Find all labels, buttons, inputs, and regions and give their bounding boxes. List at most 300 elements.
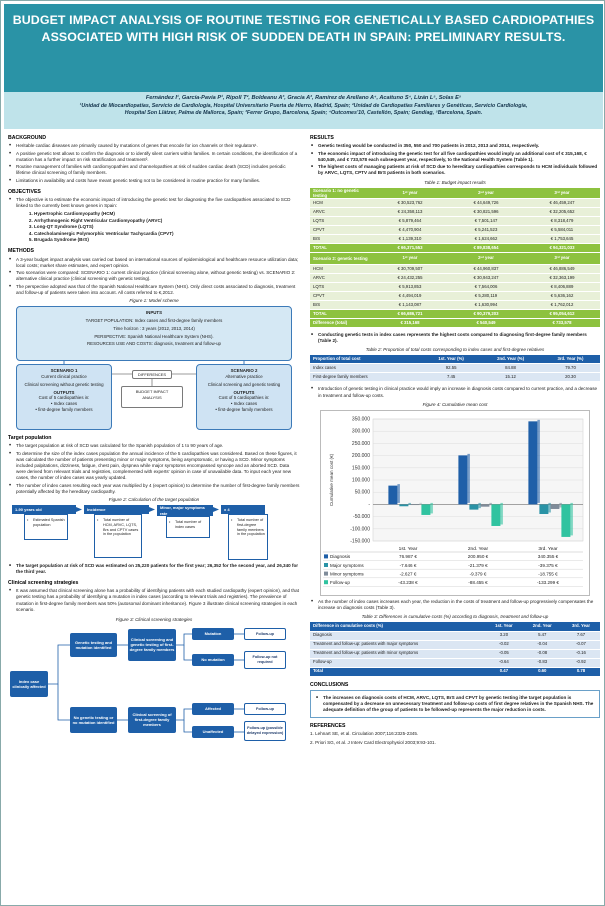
table-row <box>310 291 600 300</box>
table-cell: ARVC <box>310 207 372 216</box>
table-cell: € 1,143,087 <box>372 300 448 309</box>
table-cell: € 30,821,596 <box>448 207 524 216</box>
conclusions-heading: CONCLUSIONS <box>310 681 349 688</box>
reference-item: 2. Priori SG, et al. J Interv Card Electrophysiol 2003;9:93-101. <box>310 739 436 745</box>
background-item: • Heritable cardiac diseases are primarily caused by mutations of genes that encode for ion channels or their regulators¹. <box>8 143 300 149</box>
table3-caption: Table 3: Differences in cumulative costs (%) according to diagnosis, treatment and follow-up <box>361 613 549 619</box>
table-cell: TOTAL <box>310 309 372 318</box>
table-cell: € 44,649,726 <box>448 198 524 207</box>
data-label: -133.299 € <box>537 579 559 585</box>
table-cell: € 5,636,162 <box>524 291 600 300</box>
table-cell: Difference in cumulative costs (%) <box>310 622 485 631</box>
table-cell: -0.64 <box>485 658 522 667</box>
table-cell: 79.70 <box>541 364 600 373</box>
table-cell: € 46,886,549 <box>524 264 600 273</box>
figure3-screening <box>8 625 300 743</box>
bar-depth <box>570 503 573 536</box>
scenario2-line: Alternative practice <box>225 373 263 379</box>
methods-list <box>8 257 300 297</box>
background-item: • Limitations in availability and costs have meant genetic testing not to be considered in routine practice for many families. <box>8 178 300 184</box>
data-label: 76.987 € <box>399 553 417 559</box>
cardiopathy-item: 4. Catecholaminergic Polymorphic Ventricular Tachycardia (CPVT) <box>34 231 300 237</box>
follow-up-box <box>244 628 286 640</box>
table-row <box>310 264 600 273</box>
target-item: • The number of index cases resulting each year was multiplied by 4 (expert opinion) to determine the number of first-degree family members potentially affected by the hereditary cardiopathy. <box>8 483 300 495</box>
legend-label: Minor symptoms <box>330 571 364 577</box>
results-list-3 <box>310 386 600 398</box>
y-tick-label: -100.000 <box>350 526 370 533</box>
table-row <box>310 649 600 658</box>
cardiopathy-item: 1. Hypertrophic Cardiomyopathy (HCM) <box>34 211 300 217</box>
cardiopathy-item: 5. Brugada Syndrome (BrS) <box>34 237 300 243</box>
table-header-row <box>310 188 600 199</box>
left-column <box>8 132 300 745</box>
scenario1-line: Clinical screening without genetic testing <box>24 381 104 387</box>
affiliations-line-1: ¹Unidad de Miocardiopatías, Servicio de Cardiología, Hospital Universitario Puerta de Hierro, Madrid, Spain; ²Unidad de Cardiopatías Familiares y Genéticas, Servicio Cardiología, <box>79 102 528 109</box>
results-item: • Genetic testing would be conducted in 350, 550 and 700 patients in 2012, 2013 and 2014, respectively. <box>310 143 600 149</box>
table-cell: € 1,762,012 <box>524 300 600 309</box>
table-cell: € 5,280,119 <box>448 291 524 300</box>
step-text: Total number of HCM, ARVC, LQTS, Brs and CPTV cases in the population <box>103 518 139 537</box>
table-cell: -0.04 <box>523 640 562 649</box>
genetic-positive-box <box>70 633 117 657</box>
table-cell: € 1,753,645 <box>524 234 600 243</box>
scenario2-label: Scenario 2: genetic testing <box>310 252 372 264</box>
scenario1-outputs: OUTPUTS <box>53 389 75 395</box>
table3-body <box>310 622 600 676</box>
y-tick-label: -150.000 <box>350 538 370 545</box>
legend-swatch <box>324 571 328 575</box>
genetic-positive-label: Genetic testing and mutation identified <box>74 639 113 650</box>
table-cell: Difference (total) <box>310 318 372 327</box>
table-cell: 92.55 <box>422 364 480 373</box>
table-cell: HCM <box>310 264 372 273</box>
inputs-box <box>16 306 292 361</box>
table-cell: TOTAL <box>310 243 372 252</box>
table-cell: 7.45 <box>422 373 480 382</box>
right-column <box>310 132 600 748</box>
genetic-negative-box <box>70 707 117 733</box>
table-cell: -0.05 <box>485 649 522 658</box>
reference-item: 1. Lehnart SE, et al. Circulation 2007;116:2325-2345. <box>310 731 419 737</box>
clinical-list <box>8 588 300 612</box>
table-cell: -0.83 <box>523 658 562 667</box>
scenario1-label: Scenario 1: no genetic testing <box>310 188 372 199</box>
target-result <box>8 563 300 575</box>
table-cell: € 24,432,255 <box>372 273 448 282</box>
target-result-item: • The target population at risk of SCD was estimated on 25,220 patients for the first year; 26,352 for the second year, and 26,340 for the third year. <box>8 563 300 575</box>
y-tick-label: 200.000 <box>351 452 370 459</box>
table-cell: € 733,578 <box>524 318 600 327</box>
table-cell: 0.47 <box>485 667 522 676</box>
table-cell: 3.20 <box>485 631 522 640</box>
table-cell: 2nd. Year <box>523 622 562 631</box>
table-row <box>310 309 600 318</box>
step-text: Total number of first-degree family members in the population <box>237 518 265 537</box>
table-cell: € 46,459,247 <box>524 198 600 207</box>
x-tick-label: 3rd. Year <box>538 546 558 552</box>
table1-body <box>310 188 600 328</box>
bar-depth <box>537 420 540 503</box>
unaffected-label: Unaffected <box>202 729 224 735</box>
table-cell: Index cases <box>310 364 422 373</box>
step-head: x 4 <box>221 505 265 514</box>
genetic-negative-label: No genetic testing or no mutation identified <box>72 714 115 725</box>
scenario2-line: Clinical screening and genetic testing <box>207 381 281 387</box>
background-item: • A positive genetic test allows to confirm the diagnosis or to identify silent carriers within families. In certain conditions, the identification of a mutation has a further impact on risk stratification and treatment². <box>8 151 300 163</box>
data-label: -18.755 € <box>538 571 558 577</box>
legend-label: Diagnosis <box>330 553 351 559</box>
y-tick-label: - <box>368 501 370 508</box>
table-cell: € 95,054,612 <box>524 309 600 318</box>
results-list-2 <box>310 332 600 344</box>
table-row <box>310 373 600 382</box>
table-row <box>310 198 600 207</box>
table-cell: € 94,321,033 <box>524 243 600 252</box>
background-heading: BACKGROUND <box>8 135 47 141</box>
table-cell: € 5,913,853 <box>372 282 448 291</box>
step-body: • Total number of first-degree family members in the population <box>228 514 268 560</box>
cumulative-cost-chart <box>321 411 591 597</box>
table-cell: 20.30 <box>541 373 600 382</box>
legend-label: Follow-up <box>330 579 350 585</box>
table-cell: -0.07 <box>562 640 600 649</box>
inputs-title: INPUTS <box>145 310 163 316</box>
table2-body <box>310 355 600 382</box>
follow-up-box <box>244 703 286 715</box>
poster-header <box>4 4 603 92</box>
legend-swatch <box>324 580 328 584</box>
table-cell: -0.08 <box>523 649 562 658</box>
year-header: 2ⁿᵈ year <box>448 188 524 199</box>
table-cell: € 89,838,654 <box>448 243 524 252</box>
step-head: Incidence <box>84 505 149 514</box>
background-item: • Routine management of families with cardiomyopathies and channelopathies at risk of sudden cardiac death (SCD) includes periodic lifetime clinical screening of family members. <box>8 164 300 176</box>
bar-minor-symptoms <box>480 504 489 506</box>
legend-swatch <box>324 563 328 567</box>
table-row <box>310 243 600 252</box>
figure2-caption: Figure 2: Calculation of the target population <box>108 497 200 502</box>
table-cell: 1st. Year (%) <box>422 355 480 364</box>
table-cell: € 1,624,662 <box>448 234 524 243</box>
target-item: • To determine the size of the index cases population the annual incidence of the 5 cardiopathies was considered. Based on these figures, it was calculated the number of patients presenting minor or major symptoms, being asymptomatic, or having a SCD. Minor symptoms included palpitations, dizziness, fatigue, chest pain, dyspnea while major symptoms encompassed syncope and an aborted SCD. Data were derived from relevant trials and registries, complemented with experts' opinion in case of unavailable data. To input each year new cases, the number of index cases was yearly updated. <box>8 451 300 481</box>
y-tick-label: 50.000 <box>354 489 370 496</box>
table-row <box>310 622 600 631</box>
scenario1-title: SCENARIO 1 <box>50 368 78 374</box>
table-cell: € 5,584,011 <box>524 225 600 234</box>
bar-minor-symptoms <box>550 504 559 509</box>
table-row <box>310 300 600 309</box>
bar-major-symptoms <box>399 504 408 506</box>
table-cell: € 32,363,199 <box>524 273 600 282</box>
methods-heading: METHODS <box>8 248 34 255</box>
bar-major-symptoms <box>539 504 548 514</box>
step-text: Total number of index cases <box>175 520 202 529</box>
data-label: -88.455 € <box>468 579 488 585</box>
target-item: • The target population at risk of SCD was calculated for the Spanish population of 1 to 90 years of age. <box>8 443 300 449</box>
screening-genetic-box <box>128 629 176 661</box>
table-row <box>310 225 600 234</box>
legend-swatch <box>324 554 328 558</box>
methods-item: • Two scenarios were compared: SCENARIO 1: current clinical practice (clinical screening alone, without genetic testing) vs. SCENARIO 2: alternative clinical practice (clinical screening with genetic testing). <box>8 270 300 282</box>
table-cell: BrS <box>310 234 372 243</box>
table-cell: Proportion of total cost <box>310 355 422 364</box>
clinical-item: • It was assumed that clinical screening alone has a probability of identifying patients with each studied cardiopathy (expert opinion), and that genetic testing has a probability of identifying a mutation in index cases (according to relevant trials and registries). The prevalence of mutation in first-degree family members was 50% (autosomal dominant inheritance). Figure 3 illustrate clinical screening strategies in each scenario. <box>8 588 300 612</box>
table-row <box>310 640 600 649</box>
title-line-1: BUDGET IMPACT ANALYSIS OF ROUTINE TESTING FOR GENETICALLY BASED CARDIOPATHIES <box>12 13 595 27</box>
table-cell: € 5,241,523 <box>448 225 524 234</box>
authors-block <box>4 92 603 129</box>
inputs-line: TARGET POPULATION: Index cases and first-degree family members <box>85 317 223 323</box>
table-cell: 84.88 <box>480 364 541 373</box>
scenario1-line: Cost of 5 cardiopathies in: <box>38 395 90 401</box>
y-axis-label: Cumulative mean cost (€) <box>329 453 334 506</box>
figure4-caption: Figure 4: Cumulative mean cost <box>422 401 488 407</box>
results-list <box>310 143 600 176</box>
references-heading: REFERENCES <box>310 723 346 730</box>
scenario1-line: • first-degree family members <box>35 406 93 412</box>
step-head: Minor, major symptoms rate <box>157 505 213 516</box>
conclusions-list <box>315 695 595 713</box>
data-label: 340.355 € <box>537 553 559 559</box>
step-head: 1-90 years old <box>12 505 76 514</box>
bar-diagnosis <box>528 421 537 504</box>
table-cell: € 8,318,479 <box>524 216 600 225</box>
screening-only-box <box>128 707 176 733</box>
table-cell: € 44,960,837 <box>448 264 524 273</box>
bar-minor-symptoms <box>410 504 419 505</box>
year-header: 1ˢᵗ year <box>372 188 448 199</box>
table-row <box>310 364 600 373</box>
table-cell: 1st. Year <box>485 622 522 631</box>
table-cell: € 30,943,247 <box>448 273 524 282</box>
no-mutation-box <box>192 654 234 666</box>
table-cell: € 315,168 <box>372 318 448 327</box>
affected-label: Affected <box>204 706 221 712</box>
table-cell: -0.92 <box>562 658 600 667</box>
table-row <box>310 282 600 291</box>
scenario1-line: • Index cases <box>50 401 78 407</box>
inputs-line: Time horizon : 3 years (2012, 2013, 2014) <box>113 325 195 331</box>
year-header: 3ʳᵈ year <box>524 252 600 264</box>
results-item: • Conducting genetic tests in index cases represents the highest costs compared to diagnosing first-degree family members (Table 2). <box>310 332 600 344</box>
data-label: -43.238 € <box>398 579 418 585</box>
data-label: -2.627 € <box>399 571 417 577</box>
scenario1-box <box>16 364 112 430</box>
table-row <box>310 216 600 225</box>
data-label: -9.379 € <box>469 571 487 577</box>
bar-depth <box>397 484 400 503</box>
clinical-heading: Clinical screening strategies <box>8 580 79 587</box>
table-cell: CPVT <box>310 291 372 300</box>
mutation-box <box>192 628 234 640</box>
step-body: • Estimated Spanish population <box>24 514 68 540</box>
table-cell: Follow-up <box>310 658 485 667</box>
table-cell: 5.47 <box>523 631 562 640</box>
table-cell: € 66,686,721 <box>372 309 448 318</box>
table-cell: -0.16 <box>562 649 600 658</box>
table-cell: € 4,470,904 <box>372 225 448 234</box>
y-tick-label: 150.000 <box>351 465 370 472</box>
year-header: 2ⁿᵈ year <box>448 252 524 264</box>
table-cell: -0.02 <box>485 640 522 649</box>
results-item <box>310 386 600 398</box>
table-cell: LQTS <box>310 282 372 291</box>
table-cell: € 7,564,006 <box>448 282 524 291</box>
bar-depth <box>430 503 433 514</box>
table3-differences <box>310 622 600 677</box>
results-item: • The highest costs of managing patients at risk of SCD due to hereditary cardiopathies corresponds to HCM individuals followed by ARVC, LQTS, CPTV and BrS patients in both scenarios. <box>310 164 600 176</box>
table-cell: € 30,523,762 <box>372 198 448 207</box>
scenario1-line: Current clinical practice <box>41 373 87 379</box>
year-header: 1ˢᵗ year <box>372 252 448 264</box>
index-case-label: Index case clinically affected <box>12 678 46 689</box>
data-label: -7.646 € <box>399 562 417 568</box>
bar-follow-up <box>421 504 430 515</box>
table-cell: 0.60 <box>523 667 562 676</box>
figure1-caption: Figure 1: Model scheme <box>129 298 179 304</box>
table-cell: € 30,709,507 <box>372 264 448 273</box>
table-cell: LQTS <box>310 216 372 225</box>
table-cell: Total <box>310 667 485 676</box>
scenario2-line: • Index cases <box>230 401 258 407</box>
objectives-list <box>8 197 300 209</box>
legend-label: Major symptoms <box>330 562 364 568</box>
table-row <box>310 667 600 676</box>
results-text: Introduction of genetic testing in clinical practice would imply an increase in diagnosis costs compared to current practice, and a decrease in treatment and follow-up costs. <box>318 386 598 398</box>
x-tick-label: 1st. Year <box>398 546 418 552</box>
no-mutation-label: No mutation <box>201 657 225 663</box>
bar-depth <box>467 454 470 503</box>
bia-line: ANALYSIS <box>142 394 162 400</box>
table-cell: HCM <box>310 198 372 207</box>
table2-caption: Table 2: Proportion of total costs corresponding to index cases and first-degree relatives <box>365 346 545 352</box>
table-cell: € 32,205,652 <box>524 207 600 216</box>
affected-box <box>192 703 234 715</box>
table-cell: 3rd. Year (%) <box>541 355 600 364</box>
cardiopathies-list <box>34 211 300 243</box>
scenario2-line: • first-degree family members <box>215 406 273 412</box>
table-cell: € 7,501,147 <box>448 216 524 225</box>
data-label: -21.379 € <box>468 562 488 568</box>
objectives-heading: OBJECTIVES <box>8 189 41 196</box>
inputs-line: RESOURCES USE AND COSTS: diagnosis, treatment and follow-up <box>87 341 221 347</box>
y-tick-label: 300.000 <box>351 428 370 435</box>
methods-item: • A 3-year budget impact analysis was carried out based on international sources of epidemiological and healthcare resource utilization data; local costs; market share estimates, and expert opinion. <box>8 257 300 269</box>
y-tick-label: 250.000 <box>351 440 370 447</box>
cardiopathy-item: 2. Arrhythmogenic Right Ventricular Cardiomyopathy (ARVC) <box>34 218 300 224</box>
mutation-label: Mutation <box>204 631 222 637</box>
y-tick-label: 100.000 <box>351 477 370 484</box>
follow-up-label: Follow-up not required <box>252 655 278 664</box>
bar-follow-up <box>561 504 570 537</box>
follow-up-label: Follow-up (possible delayed expression) <box>246 726 284 735</box>
x-tick-label: 2nd. Year <box>467 546 489 552</box>
table-row <box>310 631 600 640</box>
results-item: • As the number of index cases increases each year, the reduction in the costs of treatment and follow-up progressively compensates the increase on diagnosis costs (Table 3). <box>310 599 600 611</box>
references-list <box>310 731 600 745</box>
table-cell: ARVC <box>310 273 372 282</box>
table-row <box>310 355 600 364</box>
table-cell: 0.78 <box>562 667 600 676</box>
table-cell: € 1,139,310 <box>372 234 448 243</box>
figure1-model-scheme <box>8 306 300 432</box>
screening-genetic-label: Clinical screening and genetic testing of first-degree family members <box>129 637 175 653</box>
index-case-box <box>10 671 48 697</box>
data-label: 200.950 € <box>467 553 489 559</box>
scenario2-title: SCENARIO 2 <box>230 368 258 374</box>
data-label: -39.375 € <box>538 562 558 568</box>
step-body: • Total number of HCM, ARVC, LQTS, Brs and CPTV cases in the population <box>94 514 142 558</box>
table-cell: 15.12 <box>480 373 541 382</box>
table-cell: 7.67 <box>562 631 600 640</box>
objectives-text: • The objective is to estimate the economic impact of introducing the genetic test for diagnosing the five cardiopathies associated to SCD linked to the currently best known genes in Spain: <box>8 197 300 209</box>
bar-diagnosis <box>388 485 397 504</box>
table-cell: BrS <box>310 300 372 309</box>
table-cell: € 8,406,889 <box>524 282 600 291</box>
follow-up-label: Follow-up <box>256 706 274 711</box>
table-cell: € 4,494,019 <box>372 291 448 300</box>
figure2-target-population <box>8 505 300 561</box>
table-cell: 3rd. Year <box>562 622 600 631</box>
table1-budget-impact <box>310 188 600 328</box>
table-cell: € 24,358,113 <box>372 207 448 216</box>
table1-caption: Table 1: Budget impact results <box>424 179 486 185</box>
table-cell: 2nd. Year (%) <box>480 355 541 364</box>
conclusions-box <box>310 690 600 719</box>
table-row <box>310 207 600 216</box>
scenario2-line: Cost of 5 cardiopathies in: <box>218 395 270 401</box>
results-heading: RESULTS <box>310 135 334 141</box>
table-header-row <box>310 252 600 264</box>
poster-title <box>4 4 603 46</box>
figure4-chart <box>320 410 590 596</box>
step-body: • Total number of index cases <box>166 516 210 538</box>
bia-line: BUDGET IMPACT <box>135 389 169 395</box>
table-cell: Treatment and follow-up: patients with major symptoms <box>310 640 485 649</box>
follow-up-label: Follow-up <box>256 631 274 636</box>
title-line-2: ASSOCIATED WITH HIGH RISK OF SUDDEN DEATH IN SPAIN: PRELIMINARY RESULTS. <box>41 30 566 44</box>
methods-item: • The perspective adopted was that of the Spanish National Healthcare System (NHS). Only direct costs associated to diagnosis, treatment and follow-up of patients were taken into account. All costs referred to €,2012. <box>8 284 300 296</box>
affiliations-line-2: Hospital Son Llàtzer, Palma de Mallorca, Spain; ³Ferrer Grupo, Barcelona, Spain; ⁴Outcomes'10, Castellón, Spain; Gendiag, ⁵Barcelona, Spain. <box>124 110 483 117</box>
table-cell: € 66,371,553 <box>372 243 448 252</box>
table-cell: First-degree family members <box>310 373 422 382</box>
table-row <box>310 658 600 667</box>
authors: Fernández I¹, García-Pavía P¹, Ripoll T², Boldeanu A³, Gracia A³, Ramírez de Arellano A⁴, Acaituno S⁴, Lizán L⁵, Solas E⁵ <box>145 95 462 101</box>
cardiopathy-item: 3. Long-QT Syndrome (LQTS) <box>34 224 300 230</box>
table2-proportion <box>310 355 600 383</box>
year-header: 3ʳᵈ year <box>524 188 600 199</box>
conclusions-text: • The increases on diagnosis costs of HCM, ARVC, LQTS, BrS and CPVT by genetic testing ithe target population is compensated by a decrease on unnecessary treatment and follow-up costs of first degree relatives in the Spanish NHS. The adequate definition of the group of patients to be followed-up represents the major reduction in costs. <box>315 695 595 713</box>
background-list <box>8 143 300 184</box>
results-list-4 <box>310 599 600 611</box>
screening-only-label: Clinical screening of first-degree family members <box>132 712 172 728</box>
target-heading: Target population <box>8 435 52 442</box>
table-cell: CPVT <box>310 225 372 234</box>
table-cell: € 5,879,464 <box>372 216 448 225</box>
inputs-line: PERSPECTIVE: Spanish National Healthcare System (NHS). <box>94 333 214 339</box>
table-cell: Treatment and follow-up: patients with minor symptoms <box>310 649 485 658</box>
table-cell: € 90,379,203 <box>448 309 524 318</box>
table-cell: € 1,630,994 <box>448 300 524 309</box>
unaffected-box <box>192 726 234 738</box>
target-list <box>8 443 300 495</box>
scenario2-outputs: OUTPUTS <box>233 389 255 395</box>
follow-up-not-required-box <box>244 651 286 669</box>
budget-impact-box <box>121 386 183 408</box>
y-tick-label: 350.000 <box>351 416 370 423</box>
bar-depth <box>419 503 422 504</box>
